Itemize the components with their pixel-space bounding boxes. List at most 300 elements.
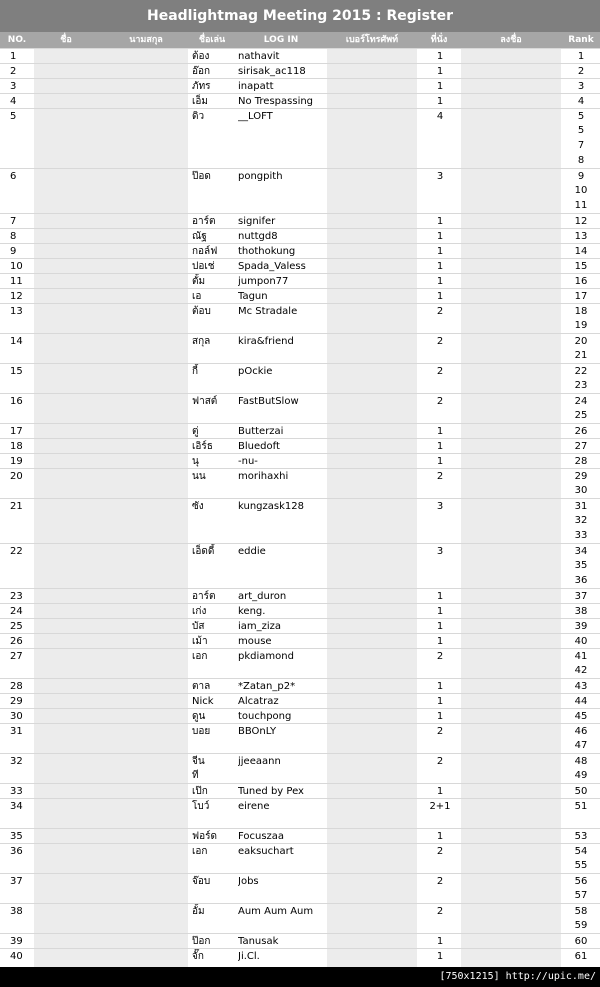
row-seats-cell [420,483,460,498]
row-no-cell: 25 [10,621,23,632]
row-rank-cell: 55 [574,860,588,871]
row-seats-cell: 1 [436,831,444,842]
row-login-cell: Alcatraz [238,696,279,707]
table-row [0,78,600,93]
row-rank-cell: 7 [577,140,585,151]
row-login-cell: iam_ziza [238,621,282,632]
header-login: LOG IN [263,35,299,45]
row-no-cell [10,348,35,363]
row-no-cell: 2 [10,66,17,77]
row-seats-cell: 1 [436,951,444,962]
row-rank-cell: 33 [574,530,588,541]
row-login-cell: jjeeaann [238,756,281,767]
row-no-cell: 19 [10,456,23,467]
row-login-cell: touchpong [238,711,292,722]
row-seats-cell: 2 [436,366,444,377]
row-login-cell: signifer [238,216,276,227]
table-row [0,378,600,393]
row-rank-cell: 58 [574,906,588,917]
row-login-cell: Focuszaa [238,831,285,842]
table-row [0,168,600,183]
row-no-cell: 27 [10,651,23,662]
row-rank-cell: 20 [574,336,588,347]
row-nickname-cell: ซัง [192,501,204,512]
row-login-cell: FastButSlow [238,396,299,407]
row-no-cell [10,378,35,393]
row-nickname-cell: กอล์ฟ [192,246,218,257]
row-seats-cell: 1 [436,291,444,302]
row-rank-cell: 40 [574,636,588,647]
row-rank-cell: 32 [574,515,588,526]
row-rank-cell: 10 [574,185,588,196]
row-nickname-cell: ภัทร [192,81,211,92]
row-login-cell: pongpith [238,171,283,182]
table-row [0,633,600,648]
row-login-cell: Tuned by Pex [238,786,304,797]
row-seats-cell [420,123,460,138]
row-no-cell [10,558,35,573]
row-rank-cell: 28 [574,456,588,467]
table-row [0,333,600,348]
row-login-cell: sirisak_ac118 [238,66,306,77]
header-sign: ลงชื่อ [500,35,522,45]
row-nickname-cell: ต้อบ [192,306,211,317]
row-no-cell: 40 [10,951,23,962]
row-nickname-cell: อั้ม [192,906,205,917]
row-rank-cell: 13 [574,231,588,242]
row-no-cell: 21 [10,501,23,512]
row-rank-cell: 41 [574,651,588,662]
row-seats-cell: 2 [436,471,444,482]
row-nickname-cell: จ๊อบ [192,876,211,887]
table-row [0,558,600,573]
row-login-cell [238,738,326,753]
row-nickname-cell: ปอเช่ [192,261,215,272]
row-login-cell: pkdiamond [238,651,294,662]
column-header-row [0,32,600,48]
row-login-cell [238,918,326,933]
row-seats-cell: 1 [436,96,444,107]
row-rank-cell: 45 [574,711,588,722]
row-rank-cell: 18 [574,306,588,317]
row-login-cell [238,528,326,543]
row-no-cell: 13 [10,306,23,317]
header-no: NO. [7,35,27,45]
row-rank-cell: 35 [574,560,588,571]
row-nickname-cell [192,408,234,423]
row-nickname-cell: สกุล [192,336,211,347]
row-no-cell: 37 [10,876,23,887]
row-login-cell: inapatt [238,81,274,92]
row-no-cell [10,768,35,783]
row-nickname-cell [192,573,234,588]
row-login-cell: Aum Aum Aum [238,906,314,917]
table-row [0,678,600,693]
table-row [0,768,600,783]
row-rank-cell: 4 [577,96,585,107]
row-nickname-cell [192,663,234,678]
row-seats-cell: 1 [436,246,444,257]
row-seats-cell: 1 [436,441,444,452]
row-login-cell: Mc Stradale [238,306,298,317]
row-nickname-cell: จั๊ก [192,951,204,962]
row-nickname-cell [192,813,234,828]
row-no-cell: 28 [10,681,23,692]
table-row [0,138,600,153]
row-rank-cell: 59 [574,920,588,931]
header-seats: ที่นั่ง [430,35,448,45]
row-nickname-cell: เม้า [192,636,208,647]
row-nickname-cell: ตาล [192,681,211,692]
row-login-cell: Spada_Valess [238,261,306,272]
row-no-cell: 30 [10,711,23,722]
row-no-cell: 8 [10,231,17,242]
row-rank-cell: 24 [574,396,588,407]
row-login-cell: Jobs [238,876,259,887]
table-row [0,873,600,888]
table-row [0,288,600,303]
row-seats-cell [420,918,460,933]
table-row [0,213,600,228]
row-no-cell: 12 [10,291,23,302]
row-rank-cell: 34 [574,546,588,557]
table-row [0,108,600,123]
row-no-cell [10,858,35,873]
row-nickname-cell [192,513,234,528]
row-no-cell [10,198,35,213]
row-rank-cell: 21 [574,350,588,361]
row-login-cell [238,513,326,528]
row-rank-cell: 57 [574,890,588,901]
row-login-cell: No Trespassing [238,96,314,107]
row-seats-cell: 1 [436,681,444,692]
row-seats-cell [420,858,460,873]
row-seats-cell: 3 [436,171,444,182]
table-row [0,183,600,198]
row-seats-cell [420,888,460,903]
row-no-cell: 32 [10,756,23,767]
row-nickname-cell: เก่ง [192,606,207,617]
row-rank-cell: 61 [574,951,588,962]
row-no-cell: 36 [10,846,23,857]
row-rank-cell: 17 [574,291,588,302]
row-seats-cell: 1 [436,51,444,62]
row-login-cell: nathavit [238,51,280,62]
row-nickname-cell [192,888,234,903]
row-rank-cell: 14 [574,246,588,257]
row-nickname-cell: เอ็ดดี้ [192,546,215,557]
row-login-cell [238,378,326,393]
table-row [0,303,600,318]
row-seats-cell: 2 [436,336,444,347]
row-nickname-cell [192,138,234,153]
row-login-cell: Bluedoft [238,441,280,452]
row-login-cell [238,558,326,573]
row-seats-cell: 4 [436,111,444,122]
row-no-cell: 10 [10,261,23,272]
row-no-cell: 11 [10,276,23,287]
row-nickname-cell [192,918,234,933]
table-row [0,603,600,618]
row-login-cell: morihaxhi [238,471,289,482]
row-login-cell: kungzask128 [238,501,304,512]
row-nickname-cell: บัส [192,621,205,632]
row-seats-cell [420,528,460,543]
row-no-cell: 17 [10,426,23,437]
row-login-cell: nuttgd8 [238,231,278,242]
row-no-cell [10,318,35,333]
row-seats-cell [420,183,460,198]
row-rank-cell: 36 [574,575,588,586]
row-login-cell [238,813,326,828]
row-no-cell: 35 [10,831,23,842]
row-seats-cell: 1 [436,936,444,947]
header-rank: Rank [568,35,594,45]
row-rank-cell: 53 [574,831,588,842]
row-no-cell [10,528,35,543]
row-nickname-cell: Nick [192,696,214,707]
row-nickname-cell: ป๊อก [192,936,211,947]
row-nickname-cell [192,318,234,333]
row-login-cell [238,768,326,783]
row-rank-cell: 56 [574,876,588,887]
row-login-cell: mouse [238,636,272,647]
table-row [0,63,600,78]
row-nickname-cell: กี้ [192,366,199,377]
row-no-cell [10,408,35,423]
row-login-cell: Butterzai [238,426,284,437]
row-login-cell [238,888,326,903]
row-login-cell [238,123,326,138]
row-nickname-cell: นุ [192,456,199,467]
row-login-cell: BBOnLY [238,726,277,737]
table-row [0,393,600,408]
table-row [0,363,600,378]
row-login-cell: Ji.Cl. [238,951,260,962]
table-row [0,723,600,738]
row-no-cell [10,138,35,153]
table-row [0,243,600,258]
row-no-cell [10,123,35,138]
table-row [0,468,600,483]
row-seats-cell [420,408,460,423]
row-rank-cell: 29 [574,471,588,482]
table-row [0,498,600,513]
row-rank-cell: 9 [577,171,585,182]
table-row [0,228,600,243]
row-login-cell [238,663,326,678]
row-seats-cell: 2 [436,756,444,767]
row-seats-cell: 2+1 [429,801,451,812]
row-seats-cell: 1 [436,66,444,77]
row-nickname-cell: ดูน [192,711,206,722]
row-login-cell [238,183,326,198]
row-rank-cell: 27 [574,441,588,452]
row-nickname-cell [192,558,234,573]
row-nickname-cell: ดิว [192,111,205,122]
row-no-cell: 20 [10,471,23,482]
table-row [0,348,600,363]
row-no-cell [10,513,35,528]
row-login-cell [238,138,326,153]
row-seats-cell [420,768,460,783]
row-seats-cell: 1 [436,216,444,227]
image-footer-caption: [750x1215] http://upic.me/ [439,971,596,982]
row-no-cell: 34 [10,801,23,812]
row-no-cell: 18 [10,441,23,452]
row-seats-cell: 1 [436,231,444,242]
row-no-cell [10,153,35,168]
table-row [0,858,600,873]
row-seats-cell: 1 [436,696,444,707]
header-phone: เบอร์โทรศัพท์ [345,35,399,45]
row-seats-cell [420,378,460,393]
row-nickname-cell: จีน [192,756,205,767]
row-no-cell: 16 [10,396,23,407]
row-rank-cell: 54 [574,846,588,857]
row-nickname-cell: บอย [192,726,211,737]
row-nickname-cell: อ๊อก [192,66,211,77]
row-no-cell: 1 [10,51,17,62]
row-seats-cell: 1 [436,636,444,647]
row-rank-cell: 19 [574,320,588,331]
row-seats-cell: 1 [436,606,444,617]
row-seats-cell [420,738,460,753]
row-rank-cell: 15 [574,261,588,272]
row-rank-cell: 44 [574,696,588,707]
row-no-cell [10,483,35,498]
row-seats-cell: 2 [436,906,444,917]
row-login-cell [238,318,326,333]
row-nickname-cell [192,348,234,363]
row-login-cell: -nu- [238,456,258,467]
row-no-cell: 7 [10,216,17,227]
row-no-cell: 4 [10,96,17,107]
table-row [0,483,600,498]
row-nickname-cell: ฟอร์ด [192,831,217,842]
row-rank-cell: 46 [574,726,588,737]
row-seats-cell: 1 [436,426,444,437]
row-login-cell: kira&friend [238,336,294,347]
table-row [0,918,600,933]
row-rank-cell: 39 [574,621,588,632]
row-no-cell: 24 [10,606,23,617]
row-no-cell [10,813,35,828]
row-no-cell: 29 [10,696,23,707]
row-seats-cell [420,348,460,363]
row-rank-cell: 50 [574,786,588,797]
table-row [0,648,600,663]
row-nickname-cell: เอก [192,651,208,662]
row-no-cell: 31 [10,726,23,737]
header-surname: นามสกุล [129,35,163,45]
row-rank-cell: 23 [574,380,588,391]
row-login-cell [238,408,326,423]
table-row [0,258,600,273]
row-seats-cell [420,513,460,528]
row-login-cell: art_duron [238,591,287,602]
row-no-cell: 26 [10,636,23,647]
row-seats-cell: 1 [436,711,444,722]
row-seats-cell [420,663,460,678]
row-no-cell: 6 [10,171,17,182]
row-login-cell [238,573,326,588]
row-no-cell: 23 [10,591,23,602]
row-nickname-cell: เป๊ก [192,786,208,797]
row-nickname-cell [192,378,234,393]
table-row [0,933,600,948]
row-seats-cell: 2 [436,846,444,857]
row-rank-cell: 25 [574,410,588,421]
row-no-cell: 33 [10,786,23,797]
row-rank-cell: 8 [577,155,585,166]
row-seats-cell: 1 [436,591,444,602]
row-nickname-cell [192,123,234,138]
row-no-cell [10,888,35,903]
table-row [0,693,600,708]
row-login-cell: *Zatan_p2* [238,681,296,692]
row-seats-cell [420,558,460,573]
row-nickname-cell: เอ [192,291,202,302]
row-no-cell [10,663,35,678]
table-row [0,753,600,768]
row-login-cell [238,483,326,498]
table-row [0,573,600,588]
row-login-cell: Tanusak [238,936,279,947]
row-login-cell: eddie [238,546,266,557]
row-seats-cell [420,318,460,333]
row-rank-cell: 43 [574,681,588,692]
table-row [0,828,600,843]
row-seats-cell [420,573,460,588]
row-seats-cell: 2 [436,876,444,887]
row-rank-cell: 1 [577,51,585,62]
row-seats-cell: 1 [436,276,444,287]
sheet-title: Headlightmag Meeting 2015 : Register [0,0,600,32]
row-no-cell [10,918,35,933]
table-row [0,783,600,798]
row-nickname-cell: ต้อง [192,51,210,62]
table-row [0,738,600,753]
row-no-cell: 3 [10,81,17,92]
row-rank-cell: 30 [574,485,588,496]
table-row [0,408,600,423]
row-no-cell: 5 [10,111,17,122]
row-no-cell: 22 [10,546,23,557]
row-nickname-cell: เอ็ม [192,96,209,107]
table-row [0,153,600,168]
row-rank-cell: 51 [574,801,588,812]
row-seats-cell [420,198,460,213]
table-row [0,543,600,558]
table-row [0,528,600,543]
row-seats-cell: 3 [436,546,444,557]
row-login-cell: thothokung [238,246,296,257]
row-rank-cell: 2 [577,66,585,77]
row-nickname-cell: โบว์ [192,801,210,812]
row-rank-cell: 60 [574,936,588,947]
table-row [0,123,600,138]
table-row [0,903,600,918]
row-seats-cell: 3 [436,501,444,512]
row-seats-cell: 2 [436,396,444,407]
row-nickname-cell [192,483,234,498]
row-seats-cell [420,813,460,828]
row-rank-cell: 22 [574,366,588,377]
row-login-cell: Tagun [238,291,268,302]
row-nickname-cell: ตู่ [192,426,199,437]
row-nickname-cell [192,528,234,543]
